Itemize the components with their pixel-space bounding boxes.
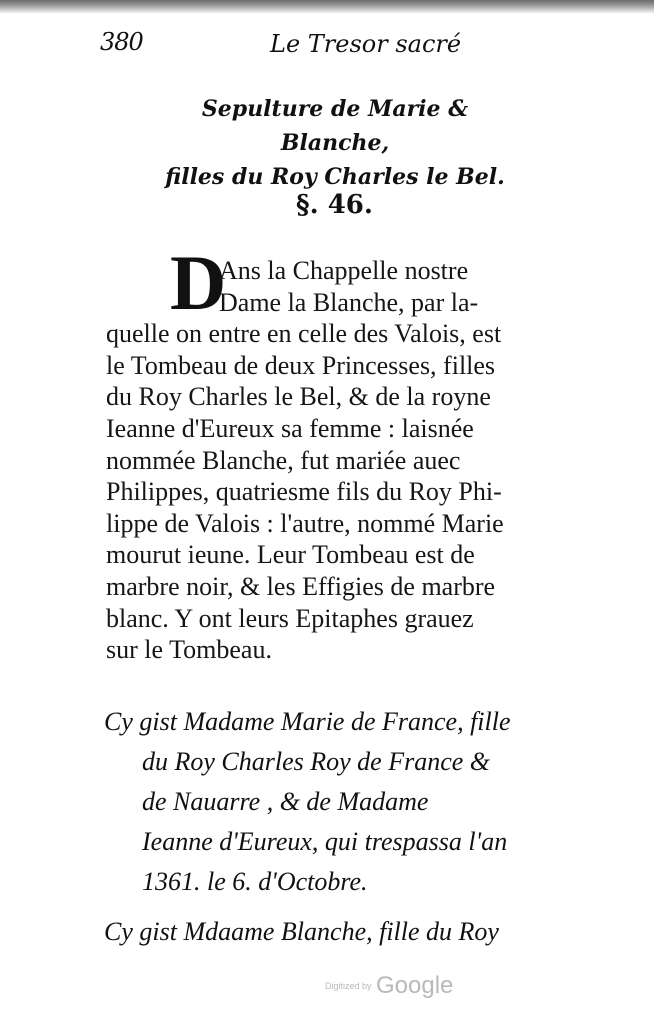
body-line: lippe de Valois : l'autre, nommé Marie bbox=[106, 508, 504, 538]
body-line: le Tombeau de deux Princesses, filles bbox=[106, 350, 496, 380]
body-line: sur le Tombeau. bbox=[106, 635, 272, 665]
epitaph-line: Cy gist Mdaame Blanche, fille du Roy bbox=[104, 917, 499, 946]
epitaph-blanche bbox=[104, 912, 574, 952]
epitaph-line: Cy gist Madame Marie de France, fille bbox=[104, 707, 511, 736]
body-paragraph bbox=[106, 255, 556, 666]
body-line: marbre noir, & les Effigies de marbre bbox=[106, 571, 496, 601]
body-line: quelle on entre en celle des Valois, est bbox=[106, 319, 502, 349]
body-line: blanc. Y ont leurs Epitaphes grauez bbox=[106, 603, 474, 633]
epitaph-line: du Roy Charles Roy de France & bbox=[142, 747, 491, 776]
epitaph-line: de Nauarre , & de Madame bbox=[142, 787, 429, 816]
running-title: Le Tresor sacré bbox=[270, 30, 462, 58]
epitaph-marie bbox=[104, 702, 574, 902]
epitaph-line: 1361. le 6. d'Octobre. bbox=[142, 867, 368, 896]
body-line: du Roy Charles le Bel, & de la royne bbox=[106, 382, 491, 412]
body-line: nommée Blanche, fut mariée auec bbox=[106, 445, 461, 475]
heading-line-2: filles du Roy Charles le Bel. bbox=[165, 164, 505, 190]
section-number: §. 46. bbox=[296, 190, 373, 220]
drop-cap: D bbox=[170, 239, 227, 326]
body-line: Dame la Blanche, par la- bbox=[219, 287, 479, 317]
section-heading bbox=[150, 92, 520, 194]
digitized-by-google-watermark bbox=[325, 972, 453, 1000]
heading-line-1: Sepulture de Marie & Blanche, bbox=[201, 96, 469, 156]
google-logo: Google bbox=[375, 972, 454, 999]
body-line: Philippes, quatriesme fils du Roy Phi- bbox=[106, 477, 502, 507]
watermark-prefix: Digitized by bbox=[325, 981, 372, 991]
page-top-edge bbox=[0, 0, 654, 14]
body-line: mourut ieune. Leur Tombeau est de bbox=[106, 540, 475, 570]
page-number: 380 bbox=[100, 28, 143, 56]
body-line: Ans la Chappelle nostre bbox=[219, 256, 469, 285]
body-line: Ieanne d'Eureux sa femme : laisnée bbox=[106, 413, 474, 443]
epitaph-line: Ieanne d'Eureux, qui trespassa l'an bbox=[142, 827, 508, 856]
